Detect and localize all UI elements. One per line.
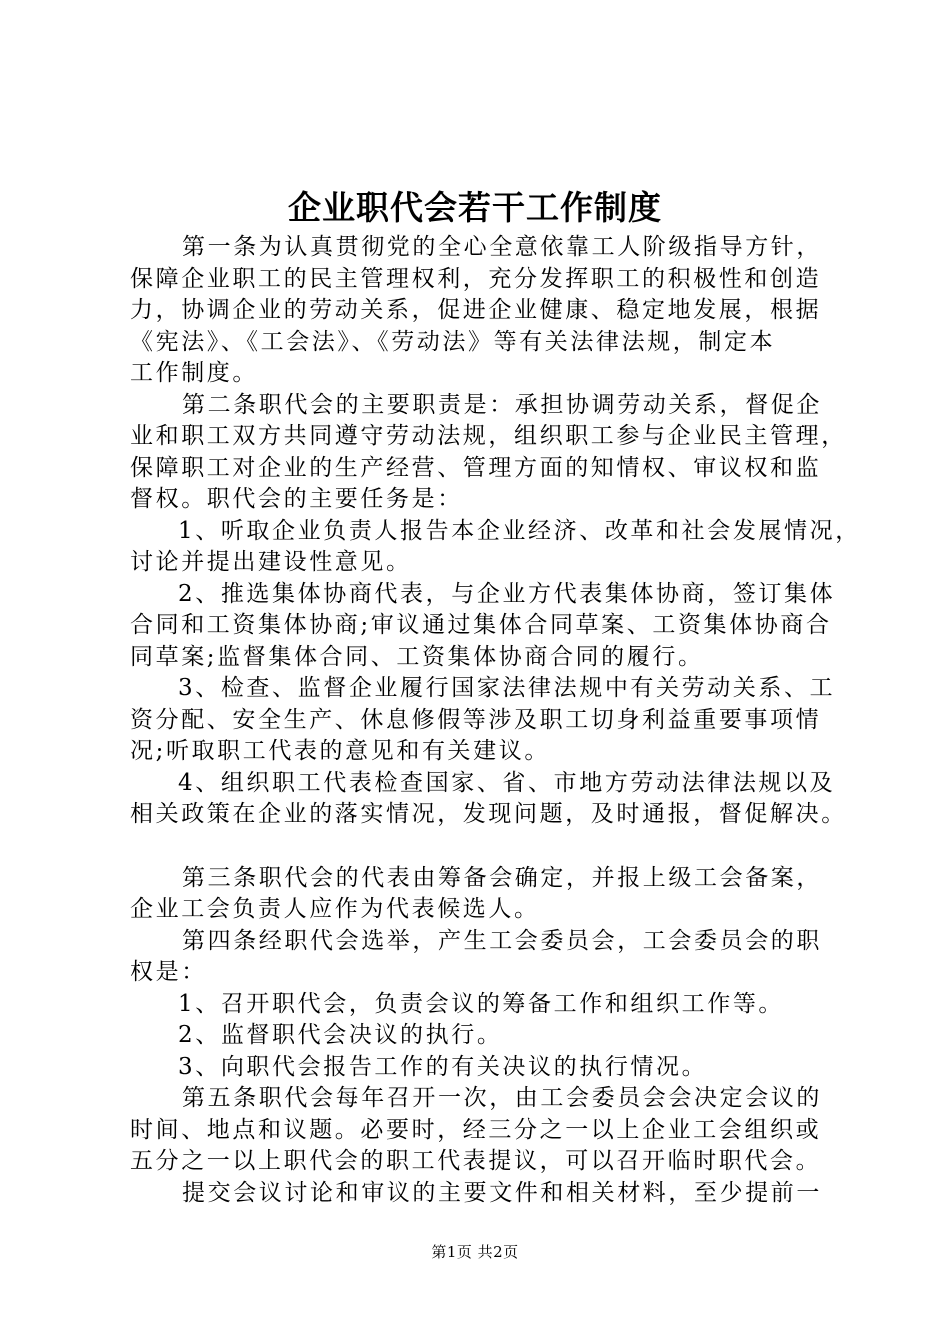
paragraph-line: 第四条经职代会选举，产生工会委员会，工会委员会的职 <box>182 927 822 954</box>
document-body <box>130 232 861 1209</box>
paragraph-line: 保障企业职工的民主管理权利，充分发挥职工的积极性和创造 <box>130 265 822 292</box>
paragraph-line: 2、推选集体协商代表，与企业方代表集体协商，签订集体 <box>178 580 836 607</box>
paragraph-line: 2、监督职代会决议的执行。 <box>178 1022 503 1048</box>
paragraph-line: 五分之一以上职代会的职工代表提议，可以召开临时职代会。 <box>130 1148 822 1174</box>
paragraph-line: 保障职工对企业的生产经营、管理方面的知情权、审议权和监 <box>130 454 822 481</box>
paragraph-line: 提交会议讨论和审议的主要文件和相关材料，至少提前一 <box>182 1179 822 1206</box>
paragraph-line: 相关政策在企业的落实情况，发现问题，及时通报，督促解决。 <box>130 801 847 827</box>
paragraph-line: 第五条职代会每年召开一次，由工会委员会会决定会议的 <box>182 1085 822 1111</box>
paragraph-line: 合同和工资集体协商;审议通过集体合同草案、工资集体协商合 <box>130 612 832 638</box>
paragraph-line: 3、向职代会报告工作的有关决议的执行情况。 <box>178 1053 708 1080</box>
paragraph-line: 第三条职代会的代表由筹备会确定，并报上级工会备案， <box>182 864 822 891</box>
paragraph-line: 资分配、安全生产、休息修假等涉及职工切身利益重要事项情 <box>130 706 822 733</box>
paragraph-line: 权是： <box>130 959 207 985</box>
page-number-footer: 第1页 共2页 <box>431 1243 519 1261</box>
paragraph-line: 时间、地点和议题。必要时，经三分之一以上企业工会组织或 <box>130 1116 822 1143</box>
paragraph-line: 讨论并提出建设性意见。 <box>130 549 412 575</box>
paragraph-line: 督权。职代会的主要任务是： <box>130 486 463 512</box>
paragraph-line: 3、检查、监督企业履行国家法律法规中有关劳动关系、工 <box>178 675 836 701</box>
paragraph-gap <box>130 831 842 863</box>
paragraph-line: 1、听取企业负责人报告本企业经济、改革和社会发展情况， <box>178 517 861 544</box>
paragraph-line: 力，协调企业的劳动关系，促进企业健康、稳定地发展，根据 <box>130 297 822 323</box>
paragraph-line: 工作制度。 <box>130 360 258 386</box>
paragraph-line: 同草案;监督集体合同、工资集体协商合同的履行。 <box>130 643 704 670</box>
paragraph-line: 业和职工双方共同遵守劳动法规，组织职工参与企业民主管理， <box>130 423 847 449</box>
paragraph-line: 《宪法》、《工会法》、《劳动法》等有关法律法规，制定本 <box>130 328 776 355</box>
paragraph-line: 企业工会负责人应作为代表候选人。 <box>130 896 540 922</box>
paragraph-line: 第一条为认真贯彻党的全心全意依靠工人阶级指导方针， <box>182 234 822 260</box>
paragraph-line: 4、组织职工代表检查国家、省、市地方劳动法律法规以及 <box>178 769 836 796</box>
paragraph-line: 第二条职代会的主要职责是：承担协调劳动关系，督促企 <box>182 391 822 418</box>
paragraph-line: 1、召开职代会，负责会议的筹备工作和组织工作等。 <box>178 990 785 1017</box>
document-title: 企业职代会若干工作制度 <box>288 188 662 227</box>
paragraph-line: 况;听取职工代表的意见和有关建议。 <box>130 738 550 764</box>
